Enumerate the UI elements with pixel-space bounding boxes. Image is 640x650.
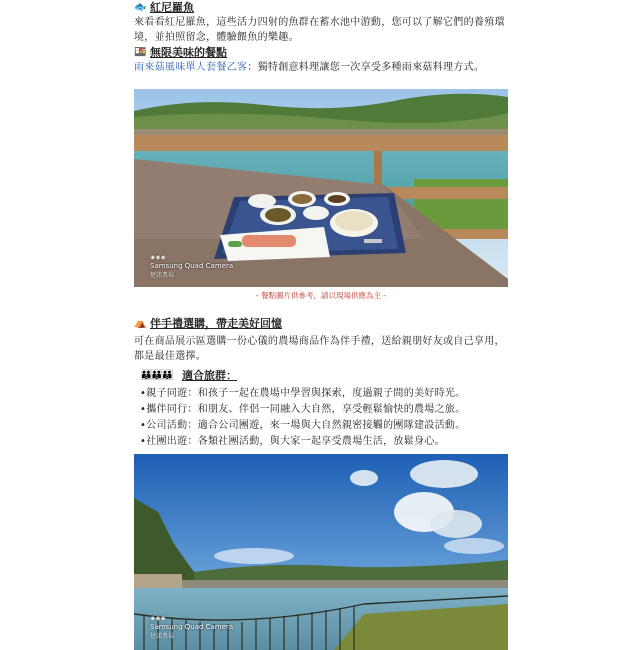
farm-pond-photo: [134, 454, 508, 650]
gift-shop-icon: ⛺: [134, 318, 147, 329]
meal-photo-note: - 餐點圖片供參考，請以現場供應為主 -: [255, 291, 387, 300]
list-item: •公司活動：適合公司團遊，來一場與大自然親密接觸的團隊建設活動。: [140, 420, 466, 431]
meal-photo-camera: Samsung Quad Camera: [150, 262, 234, 270]
meal-set-link[interactable]: 雨來菇風味單人套餐乙客: [134, 62, 248, 73]
section-groups-title: 適合旅群：: [182, 369, 237, 382]
list-item: •攜伴同行：和朋友、伴侶一同融入大自然，享受輕鬆愉快的農場之旅。: [140, 404, 466, 415]
section-meal-title: 無限美味的餐點: [150, 46, 227, 59]
section-gift-title: 伴手禮選購，帶走美好回憶: [150, 317, 282, 330]
groups-list: [134, 386, 508, 450]
section-meal-body: [134, 60, 508, 90]
meal-icon: 🍱: [134, 47, 147, 58]
section-gift-heading: [134, 316, 508, 331]
section-gift-body: 可在商品展示區選購一份心儀的農場商品作為伴手禮，送給親朋好友或自己享用，都是最佳選擇。: [134, 336, 505, 362]
pond-photo-caption: [150, 614, 233, 641]
section-groups-heading: [134, 368, 508, 383]
section-meal-heading: [134, 45, 508, 60]
camera-dots: ◉◉◉: [150, 615, 166, 622]
meal-photo-owner: 楚諾農場: [150, 272, 175, 279]
pond-photo-camera: Samsung Quad Camera: [150, 623, 234, 631]
fish-icon: 🐟: [134, 2, 147, 13]
list-item: •親子同遊：和孩子一起在農場中學習與探索，度過親子間的美好時光。: [140, 388, 466, 399]
list-item: •社團出遊：各類社團活動，與大家一起享受農場生活，放鬆身心。: [140, 436, 445, 447]
section-fish-body: 來看看紅尼羅魚，這些活力四射的魚群在蓄水池中游動，您可以了解它們的養殖環境，並拍照留念，體驗餵魚的樂趣。: [134, 17, 505, 43]
section-fish-heading: [134, 0, 508, 15]
meal-description: ：獨特創意料理讓您一次享受多種雨來菇料理方式。: [247, 62, 485, 73]
meal-photo: [134, 89, 508, 287]
section-fish-title: 紅尼羅魚: [150, 1, 194, 14]
people-icon: 👪👪👪: [140, 370, 172, 381]
article: [134, 0, 508, 650]
camera-dots: ◉◉◉: [150, 254, 166, 261]
pond-photo-owner: 楚諾農場: [150, 633, 175, 640]
meal-photo-caption: [150, 253, 233, 280]
